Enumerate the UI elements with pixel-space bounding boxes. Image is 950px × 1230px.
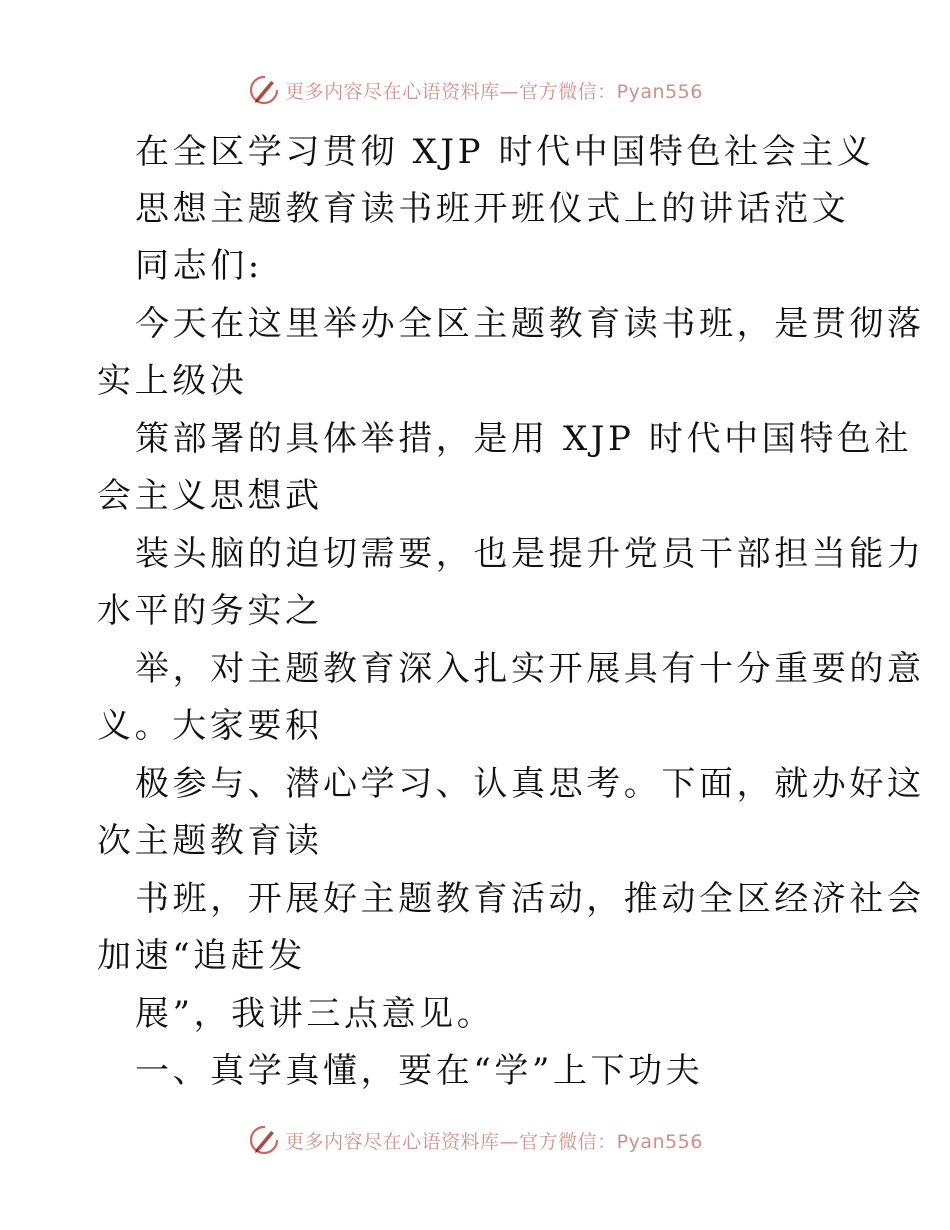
watermark-footer <box>0 1120 950 1160</box>
watermark-text: 更多内容尽在心语资料库—官方微信：Pyan556 <box>285 80 703 103</box>
paragraph-line: 举，对主题教育深入扎实开展具有十分重要的意 <box>135 649 925 689</box>
watermark-header <box>0 70 950 110</box>
title-line-1: 在全区学习贯彻 XJP 时代中国特色社会主义 <box>135 132 875 172</box>
paragraph-line: 策部署的具体举措，是用 XJP 时代中国特色社 <box>135 419 913 459</box>
watermark-text: 更多内容尽在心语资料库—官方微信：Pyan556 <box>285 1130 703 1153</box>
title-line-2: 思想主题教育读书班开班仪式上的讲话范文 <box>135 189 850 229</box>
paragraph-line: 装头脑的迫切需要，也是提升党员干部担当能力 <box>135 534 925 574</box>
paragraph-line: 会主义思想武 <box>97 476 323 516</box>
pen-circle-logo-icon <box>247 1123 281 1157</box>
salutation: 同志们: <box>135 246 263 286</box>
paragraph-line: 展”，我讲三点意见。 <box>135 994 495 1034</box>
pen-circle-logo-icon <box>247 73 281 107</box>
paragraph-line: 书班，开展好主题教育活动，推动全区经济社会 <box>135 879 925 919</box>
paragraph-line: 义。大家要积 <box>97 706 323 746</box>
paragraph-line: 加速“追赶发 <box>97 936 306 976</box>
section-heading: 一、真学真懂，要在“学”上下功夫 <box>135 1051 704 1091</box>
paragraph-line: 水平的务实之 <box>97 591 323 631</box>
paragraph-line: 次主题教育读 <box>97 821 323 861</box>
paragraph-line: 实上级决 <box>97 361 248 401</box>
paragraph-line: 今天在这里举办全区主题教育读书班，是贯彻落 <box>135 304 925 344</box>
paragraph-line: 极参与、潜心学习、认真思考。下面，就办好这 <box>135 764 925 804</box>
